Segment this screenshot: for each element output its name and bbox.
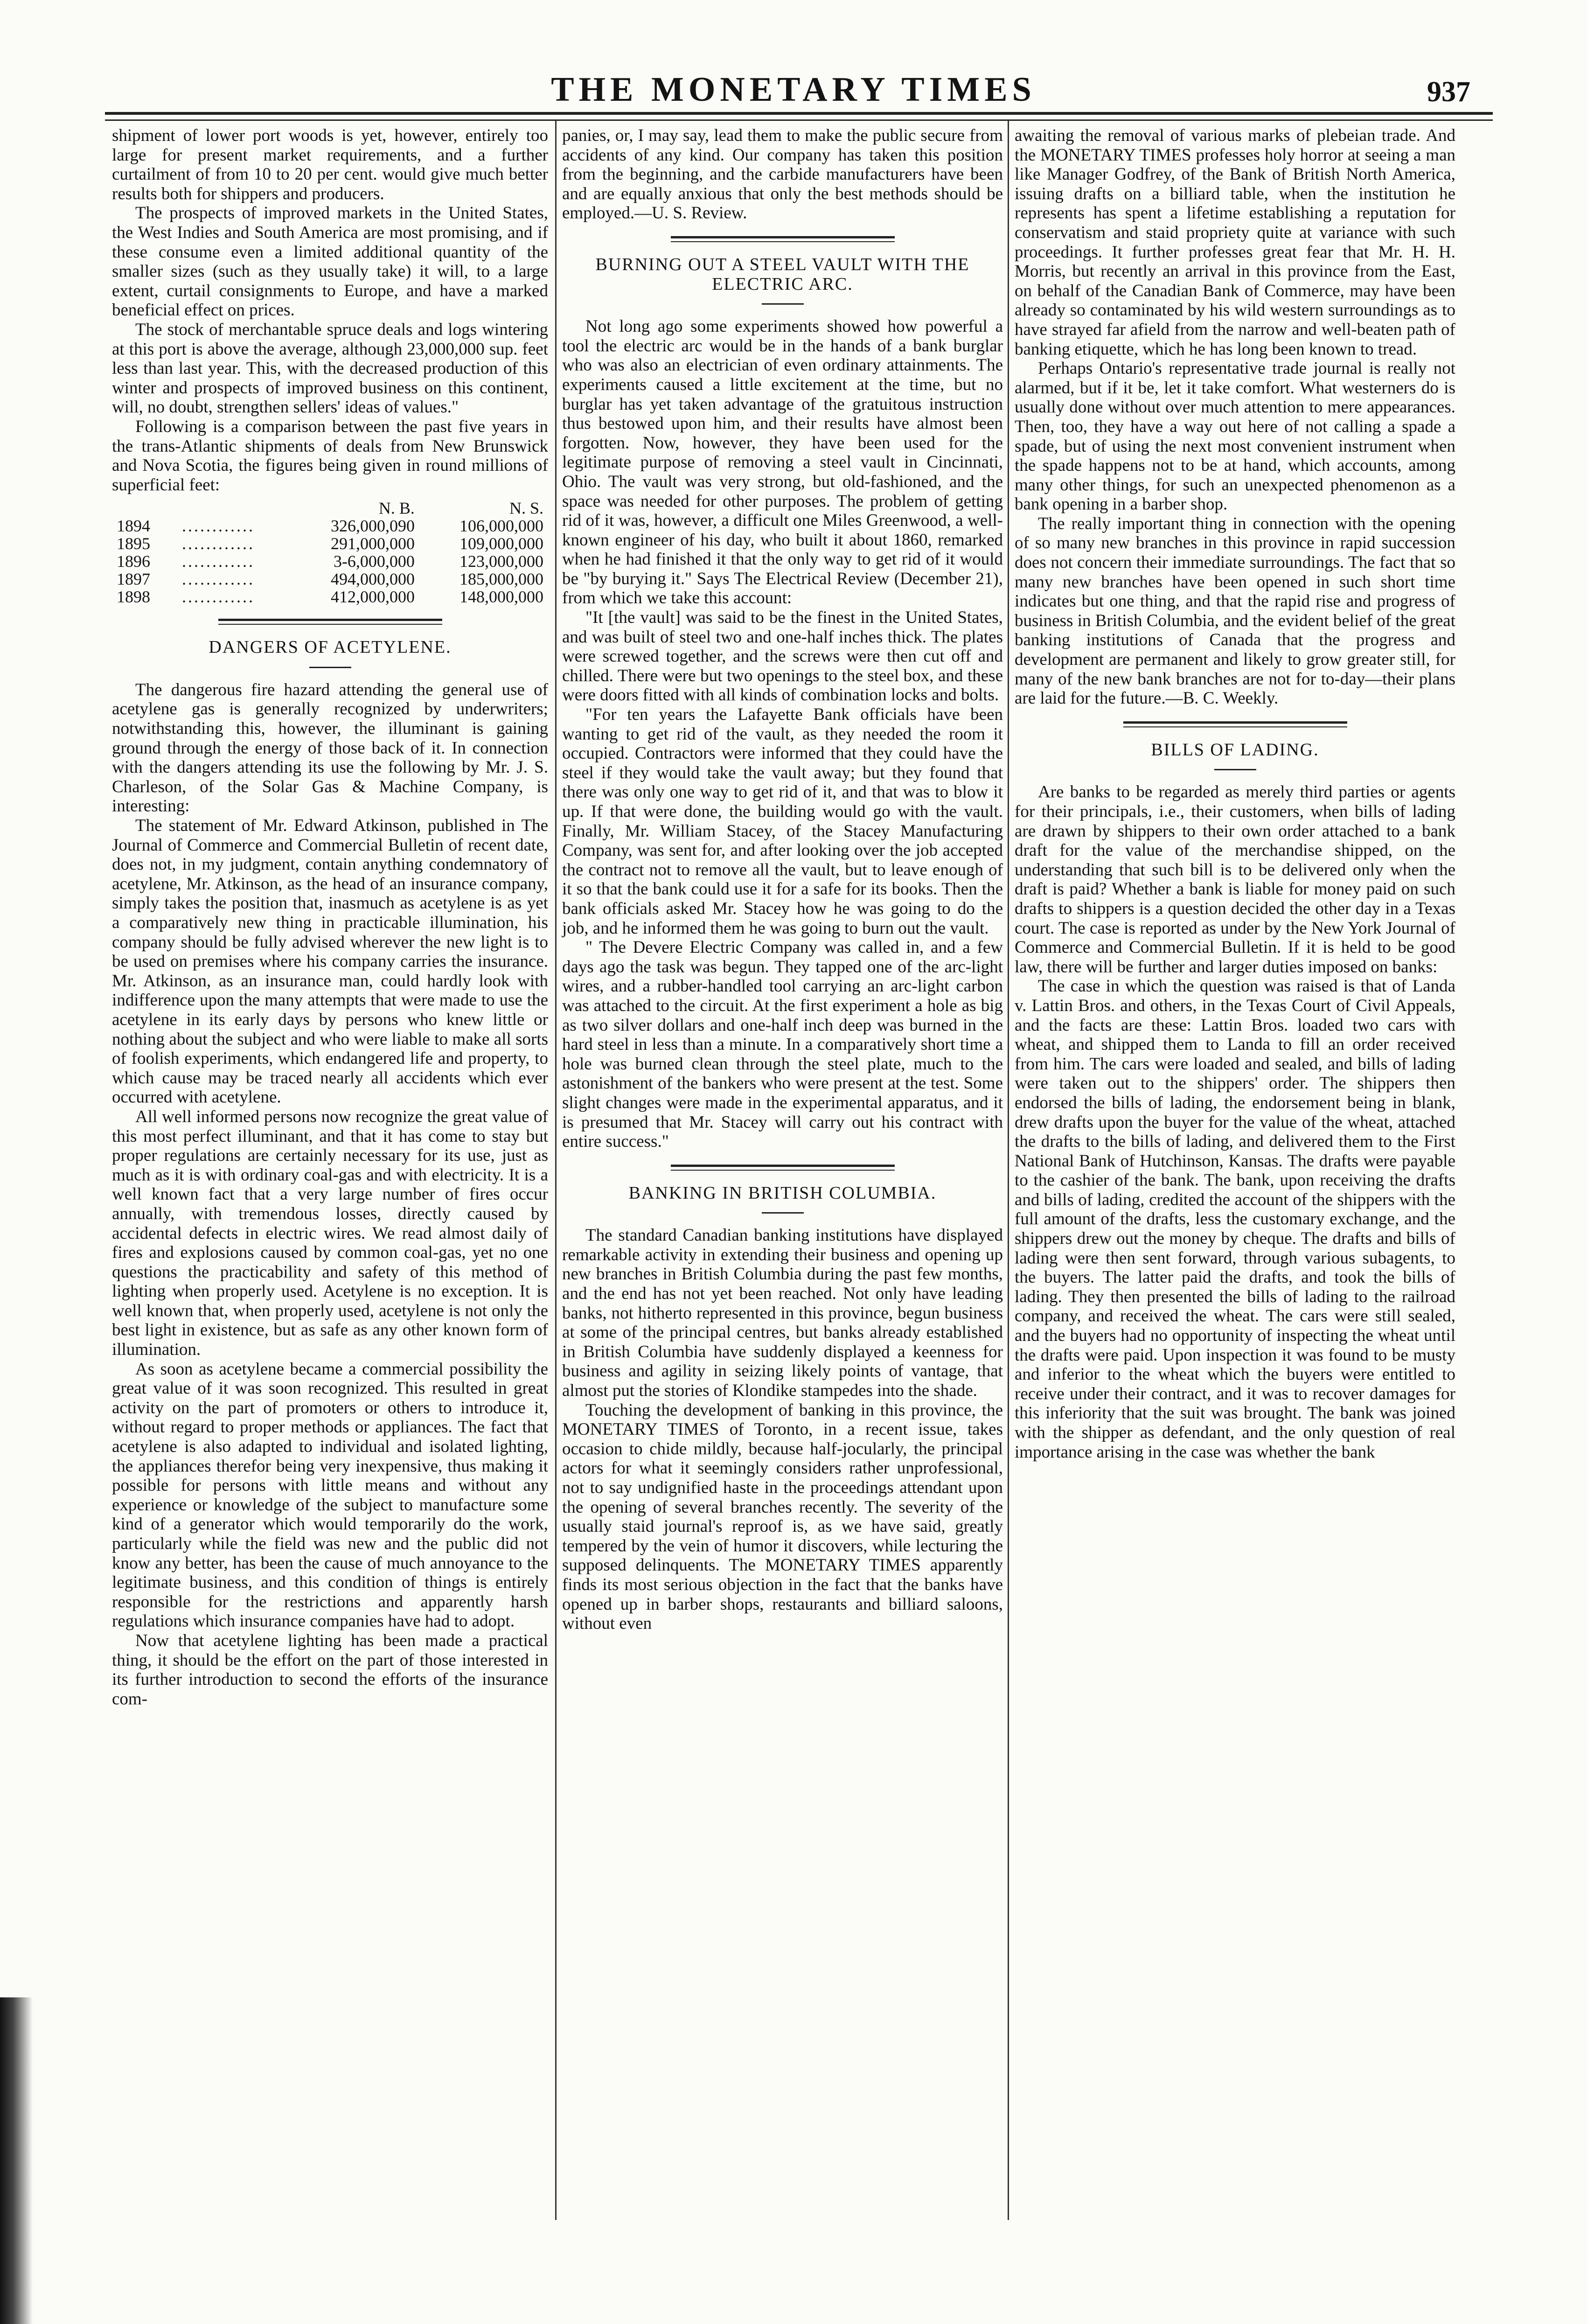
column-3	[1015, 126, 1455, 1462]
article-heading: DANGERS OF ACETYLENE.	[209, 637, 452, 657]
ns-value: 109,000,000	[459, 534, 543, 553]
year-cell: 1898	[117, 587, 150, 607]
table-row	[112, 570, 548, 588]
paragraph: awaiting the removal of various marks of plebeian trade. And the MONETARY TIMES professes holy horror at seeing a man like Manager Godfrey, of the Bank of British North America, issuing drafts on a billiard table, when the institution he represents has spent a lifetime establishing a reputation for conservatism and staid propriety quite at variance with such proceedings. It further professes great fear that Mr. H. H. Morris, but recently an arrival in this province from the East, on behalf of the Canadian Bank of Commerce, may have been already so contaminated by his wild western surroundings as to have strayed far afield from the narrow and well-beaten path of banking etiquette, which he has long been known to tread.	[1015, 126, 1455, 359]
year-cell: 1894	[117, 516, 150, 536]
table-row	[112, 517, 548, 535]
column-2	[562, 126, 1003, 1633]
heading-rule	[1214, 769, 1256, 770]
paragraph: "It [the vault] was said to be the finest in the United States, and was built of steel two and one-half inches thick. The plates were screwed together, and the screws were then cut off and chilled. There were but two openings to the steel box, and these were doors fitted with all kinds of combination locks and bolts.	[562, 608, 1003, 705]
paragraph: Not long ago some experiments showed how powerful a tool the electric arc would be in the hands of a bank burglar who was also an electrician of even ordinary attainments. The experiments caused a little excitement at the time, but no burglar has yet taken advantage of the gratuitous instruction thus bestowed upon him, and their results have almost been forgotten. Now, however, they have been used for the legitimate purpose of removing a steel vault in Cincinnati, Ohio. The vault was very strong, but old-fashioned, and the space was needed for other purposes. The problem of getting rid of it was, however, a difficult one Miles Greenwood, a well-known engineer of his day, who built it about 1860, remarked when he had finished it that the only way to get rid of it would be "by burying it." Says The Electrical Review (December 21), from which we take this account:	[562, 317, 1003, 608]
paragraph: The prospects of improved markets in the United States, the West Indies and South America are most promising, and if these consume even a limited additional quantity of the smaller sizes (such as they usually take) it will, to a large extent, curtail consignments to Europe, and have a marked beneficial effect on prices.	[112, 203, 548, 320]
year-cell: 1897	[117, 570, 150, 589]
page-number: 937	[1427, 76, 1470, 108]
column-1	[112, 126, 548, 1709]
column-header-ns: N. S.	[509, 499, 543, 518]
heading-rule	[309, 667, 351, 668]
paragraph: panies, or, I may say, lead them to make the public secure from accidents of any kind. Our company has taken this position from the beginning, and the carbide manufacturers have been and are equally anxious that only the best methods should be employed.—U. S. Review.	[562, 126, 1003, 223]
paragraph: The dangerous fire hazard attending the general use of acetylene gas is generally recognized by underwriters; notwithstanding this, however, the illuminant is gaining ground through the energy of those back of it. In connection with the dangers attending its use the following by Mr. J. S. Charleson, of the Solar Gas & Machine Company, is interesting:	[112, 680, 548, 816]
paragraph: The case in which the question was raised is that of Landa v. Lattin Bros. and others, in the Texas Court of Civil Appeals, and the facts are these: Lattin Bros. loaded two cars with wheat, and shipped them to Landa to fill an order received from him. The cars were loaded and sealed, and bills of lading were taken out to the shippers' order. The shippers then endorsed the bills of lading, the endorsement being in blank, drew drafts upon the buyer for the value of the wheat, attached the drafts to the bills of lading, and delivered them to the First National Bank of Hutchinson, Kansas. The drafts were payable to the cashier of the bank. The bank, upon receiving the drafts and bills of lading, credited the account of the shippers with the full amount of the drafts, less the customary exchange, and the shippers drew out the money by cheque. The drafts and bills of lading were then sent forward, through various subagents, to the buyers. The latter paid the drafts, and took the bills of lading. They then presented the bills of lading to the railroad company, and received the wheat. The cars were still sealed, and the buyers had no opportunity of inspecting the wheat until the drafts were paid. Upon inspection it was found to be musty and inferior to the wheat which the buyers were entitled to receive under their contract, and it was to recover damages for this inferiority that the suit was brought. The bank was joined with the shipper as defendant, and the only question of real importance arising in the case was whether the bank	[1015, 977, 1455, 1462]
leader-dots: ............	[182, 534, 255, 553]
leader-dots: ............	[182, 570, 255, 589]
paragraph: "For ten years the Lafayette Bank officials have been wanting to get rid of the vault, as they needed the room it occupied. Contractors were informed that they could have the steel if they would take the vault away; but they found that there was only one way to get rid of it, and that was to blow it up. If that were done, the building would go with the vault. Finally, Mr. William Stacey, of the Stacey Manufacturing Company, was sent for, and after looking over the job accepted the contract not to remove all the vault, but to leave enough of it so that the bank could use it for a safe for its books. Then the bank officials asked Mr. Stacey how he was going to do the job, and he informed them he was going to burn out the vault.	[562, 705, 1003, 938]
paragraph: As soon as acetylene became a commercial possibility the great value of it was soon recognized. This resulted in great activity on the part of promoters or others to introduce it, without regard to proper methods or appliances. The fact that acetylene is also adapted to individual and isolated lighting, the appliances therefor being very inexpensive, thus making it possible for persons with little means and without any experience or knowledge of the subject to manufacture some kind of a generator which would temporarily do the work, particularly while the field was new and the public did not know any better, has been the cause of much annoyance to the legitimate business, and this condition of things is entirely responsible for the restrictions and apparently harsh regulations which insurance companies have had to adopt.	[112, 1359, 548, 1631]
paragraph: The stock of merchantable spruce deals and logs wintering at this port is above the average, although 23,000,000 sup. feet less than last year. This, with the decreased production of this winter and prospects of improved business on this continent, will, no doubt, strengthen sellers' ideas of values."	[112, 320, 548, 417]
paragraph: " The Devere Electric Company was called in, and a few days ago the task was begun. They tapped one of the arc-light wires, and a rubber-handled tool carrying an arc-light carbon was attached to the circuit. At the first experiment a hole as big as two silver dollars and one-half inch deep was burned in the hard steel in less than a minute. In a comparatively short time a hole was burned clean through the steel plate, much to the astonishment of the bankers who were present at the test. Some slight changes were made in the experimental apparatus, and it is presumed that Mr. Stacey will carry out his contract with entire success."	[562, 938, 1003, 1152]
section-separator	[218, 619, 442, 625]
paragraph: Are banks to be regarded as merely third parties or agents for their principals, i.e., their customers, when bills of lading are drawn by shippers to their own order attached to a bank draft for the value of the merchandise shipped, on the understanding that such bill is to be delivered only when the draft is paid? Whether a bank is liable for money paid on such drafts to shippers is a question decided the other day in a Texas court. The case is reported as under by the New York Journal of Commerce and Commercial Bulletin. If it is held to be good law, there will be further and larger duties imposed on banks:	[1015, 782, 1455, 977]
binding-shadow	[0, 1997, 33, 2324]
paragraph: shipment of lower port woods is yet, however, entirely too large for present market requirements, and a further curtailment of from 10 to 20 per cent. would give much better results both for shippers and producers.	[112, 126, 548, 203]
leader-dots: ............	[182, 552, 255, 571]
nb-value: 326,000,090	[330, 516, 415, 536]
ns-value: 123,000,000	[459, 552, 543, 571]
paragraph: Following is a comparison between the past five years in the trans-Atlantic shipments of deals from New Brunswick and Nova Scotia, the figures being given in round millions of superficial feet:	[112, 417, 548, 495]
year-cell: 1896	[117, 552, 150, 571]
table-row	[112, 588, 548, 606]
section-separator	[671, 236, 895, 242]
paragraph: Touching the development of banking in this province, the MONETARY TIMES of Toronto, in a recent issue, takes occasion to chide mildly, because half-jocularly, the principal actors for what it seemingly considers rather unprofessional, not to say undignified haste in the proceedings attendant upon the opening of several branches recently. The severity of the usually staid journal's reproof is, as we have said, greatly tempered by the vein of humor it discovers, while lecturing the supposed delinquents. The MONETARY TIMES apparently finds its most serious objection in the fact that the banks have opened up in barber shops, restaurants and billiard saloons, without even	[562, 1400, 1003, 1633]
article-heading: BANKING IN BRITISH COLUMBIA.	[628, 1183, 937, 1203]
column-divider-1	[555, 120, 557, 2220]
heading-rule	[762, 303, 804, 305]
article-heading: BURNING OUT A STEEL VAULT WITH THE ELECTRIC ARC.	[595, 254, 970, 294]
table-row	[112, 535, 548, 552]
section-separator	[671, 1165, 895, 1171]
table-header-row	[112, 499, 548, 517]
ns-value: 106,000,000	[459, 516, 543, 536]
heading-rule	[762, 1212, 804, 1214]
column-divider-2	[1008, 120, 1009, 2220]
paragraph: Now that acetylene lighting has been made a practical thing, it should be the effort on the part of those interested in its further introduction to second the efforts of the insurance com-	[112, 1631, 548, 1709]
section-separator	[1123, 721, 1347, 727]
shipments-table	[112, 499, 548, 606]
leader-dots: ............	[182, 516, 255, 536]
article-heading: BILLS OF LADING.	[1151, 740, 1319, 760]
nb-value: 412,000,000	[330, 587, 415, 607]
paragraph: The statement of Mr. Edward Atkinson, published in The Journal of Commerce and Commercial Bulletin of recent date, does not, in my judgment, contain anything condemnatory of acetylene, Mr. Atkinson, as the head of an insurance company, simply takes the position that, inasmuch as acetylene is as yet a comparatively new thing in practicable illumination, his company should be fully advised wherever the new light is to be used on premises where his company carries the insurance. Mr. Atkinson, as an insurance man, could hardly look with indifference upon the many attempts that were made to use the acetylene in its early days by persons who knew little or nothing about the subject and who were liable to make all sorts of foolish experiments, which endangered life and property, to which cause may be traced nearly all accidents which ever occurred with acetylene.	[112, 816, 548, 1107]
paragraph: All well informed persons now recognize the great value of this most perfect illuminant, and that it has come to stay but proper regulations are certainly necessary for its use, just as much as it is with ordinary coal-gas and with electricity. It is a well known fact that a very large number of fires occur annually, with tremendous losses, directly caused by accidental defects in electric wires. We read almost daily of fires and explosions caused by common coal-gas, yet no one questions the practicability and safety of this method of lighting when properly used. Acetylene is no exception. It is well known that, when properly used, acetylene is not only the best light in existence, but as safe as any other known form of illumination.	[112, 1107, 548, 1360]
paragraph: The really important thing in connection with the opening of so many new branches in this province in rapid succession does not concern their immediate surroundings. The fact that so many new branches have been opened in such short time indicates but one thing, and that the rapid rise and progress of business in British Columbia, and the evident belief of the great banking institutions of Canada that the progress and development are permanent and likely to grow greater still, for many of the new bank branches are not for to-day—their plans are laid for the future.—B. C. Weekly.	[1015, 514, 1455, 708]
publication-title: THE MONETARY TIMES	[551, 70, 1036, 109]
paragraph: Perhaps Ontario's representative trade journal is really not alarmed, but if it be, let it take comfort. What westerners do is usually done without over much attention to mere appearances. Then, too, they have a way out here of not calling a spade a spade, but of using the next most convenient instrument when the spade happens not to be at hand, which accounts, among many other things, for such an unexpected phenomenon as a bank opening in a barber shop.	[1015, 359, 1455, 514]
nb-value: 291,000,000	[330, 534, 415, 553]
year-cell: 1895	[117, 534, 150, 553]
masthead-rule-thick	[105, 112, 1493, 115]
ns-value: 148,000,000	[459, 587, 543, 607]
ns-value: 185,000,000	[459, 570, 543, 589]
nb-value: 494,000,000	[330, 570, 415, 589]
column-header-nb: N. B.	[378, 499, 415, 518]
masthead-rule-thin	[105, 119, 1493, 121]
leader-dots: ............	[182, 587, 255, 607]
table-row	[112, 552, 548, 570]
paragraph: The standard Canadian banking institutions have displayed remarkable activity in extending their business and opening up new branches in British Columbia during the past few months, and the end has not yet been reached. Not only have leading banks, not hitherto represented in this province, begun business at some of the principal centres, but banks already established in British Columbia have suddenly displayed a keenness for business and agility in seizing likely points of vantage, that almost put the stories of Klondike stampedes into the shade.	[562, 1226, 1003, 1401]
nb-value: 3-6,000,000	[333, 552, 415, 571]
